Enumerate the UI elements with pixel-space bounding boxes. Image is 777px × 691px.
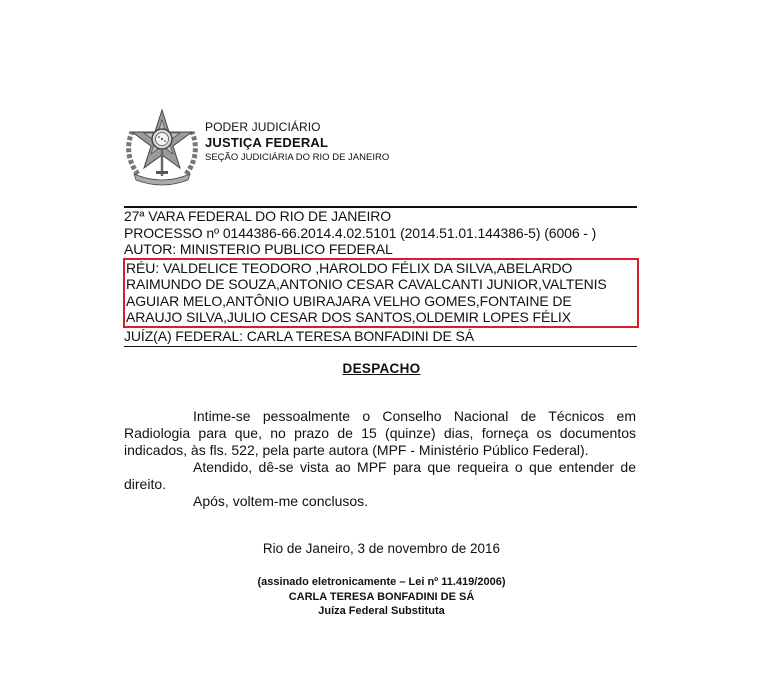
defendants-highlight-box	[123, 258, 639, 328]
header-secao-judiciaria: SEÇÃO JUDICIÁRIA DO RIO DE JANEIRO	[205, 152, 390, 163]
header-poder-judiciario: PODER JUDICIÁRIO	[205, 120, 321, 134]
body-paragraph: Após, voltem-me conclusos.	[193, 493, 369, 509]
body-paragraph: Intime-se pessoalmente o Conselho Nacional de Técnicos em Radiologia para que, no prazo de 15 (quinze) dias, forneça os documentos indicados, às fls. 522, pela parte autora (MPF - Ministério Público Federal).	[124, 408, 636, 458]
defendants-line: ARAUJO SILVA,JULIO CESAR DOS SANTOS,OLDEMIR LOPES FÉLIX	[126, 309, 571, 325]
signature-role: Juíza Federal Substituta	[318, 605, 445, 617]
defendants-line: AGUIAR MELO,ANTÔNIO UBIRAJARA VELHO GOMES,FONTAINE DE	[126, 292, 572, 309]
judge-line: JUÍZ(A) FEDERAL: CARLA TERESA BONFADINI DE SÁ	[124, 327, 474, 344]
author-line: AUTOR: MINISTERIO PUBLICO FEDERAL	[124, 241, 393, 257]
divider	[124, 346, 637, 347]
document-header	[124, 104, 504, 194]
body-paragraph: Atendido, dê-se vista ao MPF para que requeira o que entender de direito.	[124, 459, 636, 492]
header-justica-federal: JUSTIÇA FEDERAL	[205, 135, 329, 150]
place-date-text: Rio de Janeiro, 3 de novembro de 2016	[262, 541, 501, 556]
defendants-line: RAIMUNDO DE SOUZA,ANTONIO CESAR CAVALCANTI JUNIOR,VALTENIS	[126, 276, 607, 292]
case-info-block	[124, 206, 637, 347]
signature-name: CARLA TERESA BONFADINI DE SÁ	[288, 590, 475, 603]
brazil-coat-of-arms-icon	[124, 108, 200, 188]
place-date	[0, 541, 777, 556]
court-line: 27ª VARA FEDERAL DO RIO DE JANEIRO	[124, 208, 392, 224]
document-title	[0, 360, 777, 378]
defendants-line: RÉU: VALDELICE TEODORO ,HAROLDO FÉLIX DA SILVA,ABELARDO	[126, 259, 573, 276]
signature-block	[0, 575, 777, 619]
document-title-text: DESPACHO	[342, 361, 421, 376]
document-body	[124, 408, 636, 510]
process-number-line: PROCESSO nº 0144386-66.2014.4.02.5101 (2014.51.01.144386-5) (6006 - )	[124, 224, 597, 241]
signature-note: (assinado eletronicamente – Lei nº 11.419/2006)	[257, 576, 506, 588]
